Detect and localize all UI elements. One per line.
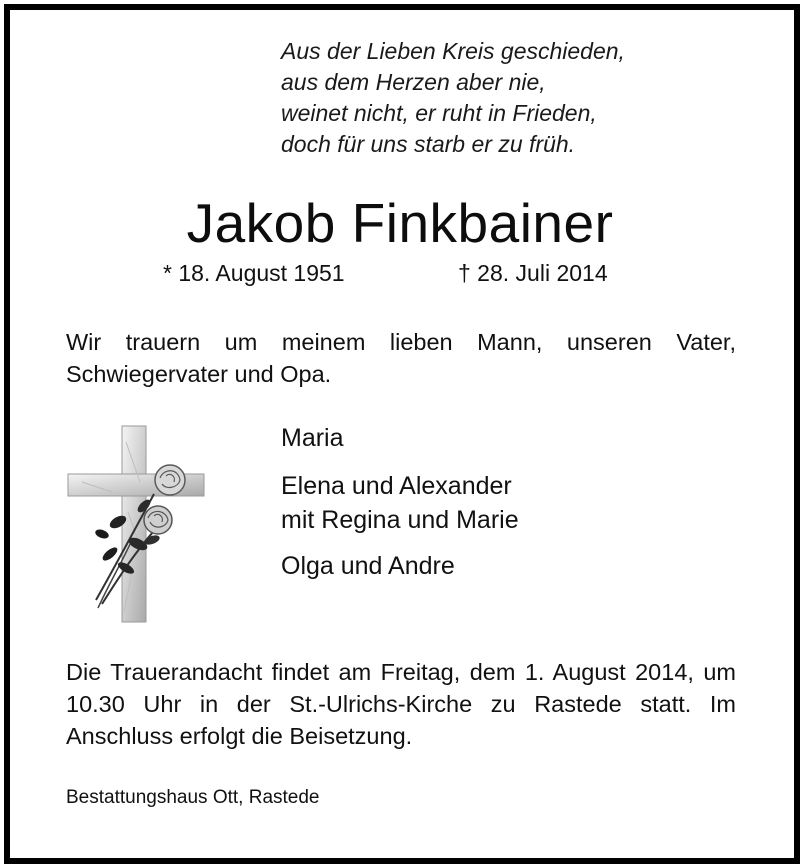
mourning-text: Wir trauern um meinem lieben Mann, unseren Vater, Schwiegervater und Opa. [66,329,736,387]
family-member: Olga und Andre [281,552,455,580]
undertaker: Bestattungshaus Ott, Rastede [66,787,320,808]
poem-line: weinet nicht, er ruht in Frieden, [281,100,597,126]
family-member: mit Regina und Marie [281,506,519,534]
family-member: Maria [281,424,344,452]
memorial-poem [281,36,625,160]
service-text: Die Trauerandacht findet am Freitag, dem 1. August 2014, um 10.30 Uhr in der St.-Ulrichs-Kirche zu Rastede statt. Im Anschluss erfolgt die Beisetzung. [66,659,736,749]
birth-date: * 18. August 1951 [163,260,345,286]
family-member: Elena und Alexander [281,472,512,500]
poem-line: Aus der Lieben Kreis geschieden, [281,38,625,64]
cross-with-roses-icon [62,422,212,626]
death-date: † 28. Juli 2014 [458,260,608,286]
deceased-name: Jakob Finkbainer [186,192,614,254]
poem-line: doch für uns starb er zu früh. [281,131,576,157]
poem-line: aus dem Herzen aber nie, [281,69,546,95]
